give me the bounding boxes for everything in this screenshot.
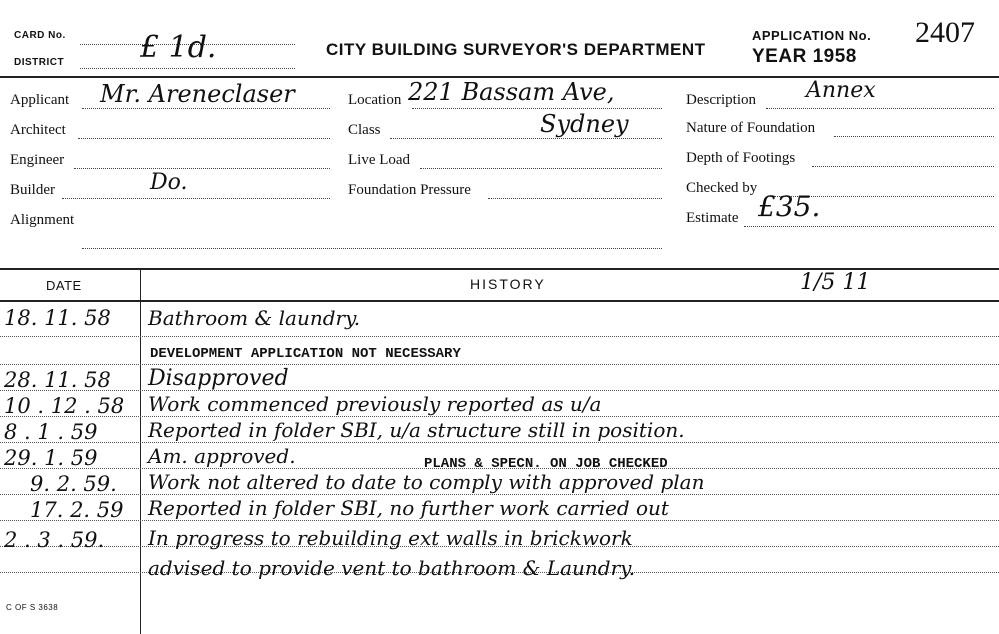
history-entry: Bathroom & laundry.	[148, 306, 361, 330]
estimate-label: Estimate	[686, 210, 739, 226]
application-no-label: APPLICATION No.	[752, 28, 872, 43]
builder-value: Do.	[150, 170, 188, 195]
engineer-line	[74, 168, 330, 169]
row-rule	[0, 336, 999, 337]
row-rule	[0, 442, 999, 443]
class-value: Sydney	[540, 110, 629, 138]
nature-of-foundation-label: Nature of Foundation	[686, 120, 816, 136]
architect-line	[78, 138, 330, 139]
history-entry: Reported in folder SBI, u/a structure still in position.	[148, 418, 685, 442]
history-entry: advised to provide vent to bathroom & Laundry.	[148, 556, 636, 580]
class-line	[390, 138, 662, 139]
location-line	[412, 108, 662, 109]
builder-line	[62, 198, 330, 199]
row-rule	[0, 364, 999, 365]
history-date: 9. 2. 59.	[30, 472, 117, 496]
history-entry: In progress to rebuilding ext walls in brickwork	[148, 526, 633, 550]
foundation-pressure-line	[488, 198, 662, 199]
architect-label: Architect	[10, 122, 66, 138]
description-value: Annex	[806, 78, 876, 103]
table-header-rule	[0, 300, 999, 302]
history-entry: Am. approved.	[148, 444, 296, 468]
form-code: C OF S 3638	[6, 603, 59, 612]
history-date: 17. 2. 59	[30, 498, 124, 522]
district-line	[80, 68, 295, 69]
history-entry-typed: PLANS & SPECN. ON JOB CHECKED	[424, 456, 668, 472]
applicant-label: Applicant	[10, 92, 70, 108]
history-date: 10 . 12 . 58	[4, 394, 125, 418]
depth-of-footings-label: Depth of Footings	[686, 150, 796, 166]
applicant-line	[82, 108, 330, 109]
history-note: 1/5 11	[800, 270, 871, 295]
alignment-line	[82, 248, 662, 249]
date-column-header: DATE	[46, 278, 82, 293]
description-label: Description	[686, 92, 756, 108]
department-title: CITY BUILDING SURVEYOR'S DEPARTMENT	[326, 40, 706, 59]
estimate-value: £35.	[758, 190, 821, 223]
history-date: 8 . 1 . 59	[4, 420, 98, 444]
location-label: Location	[348, 92, 402, 108]
district-label: DISTRICT	[14, 57, 65, 68]
live-load-line	[420, 168, 662, 169]
history-date: 18. 11. 58	[4, 306, 111, 330]
history-entry: Disapproved	[148, 366, 289, 391]
card-no-value: £ 1d.	[140, 30, 217, 65]
engineer-label: Engineer	[10, 152, 65, 168]
history-entry: Work not altered to date to comply with approved plan	[148, 470, 705, 494]
class-label: Class	[348, 122, 381, 138]
estimate-line	[744, 226, 994, 227]
nature-foundation-line	[834, 136, 994, 137]
year-label: YEAR 1958	[752, 46, 857, 67]
history-entry-typed: DEVELOPMENT APPLICATION NOT NECESSARY	[150, 346, 461, 362]
history-date: 28. 11. 58	[4, 368, 111, 392]
description-line	[766, 108, 994, 109]
builder-label: Builder	[10, 182, 55, 198]
history-column-header: HISTORY	[470, 276, 546, 292]
alignment-label: Alignment	[10, 212, 75, 228]
foundation-pressure-label: Foundation Pressure	[348, 182, 471, 198]
history-date: 2 . 3 . 59.	[4, 528, 105, 552]
history-entry: Work commenced previously reported as u/a	[148, 392, 602, 416]
card-no-label: CARD No.	[14, 30, 66, 41]
history-date: 29. 1. 59	[4, 446, 98, 470]
checked-by-label: Checked by	[686, 180, 758, 196]
row-rule	[0, 416, 999, 417]
history-entry: Reported in folder SBI, no further work carried out	[148, 496, 669, 520]
depth-footings-line	[812, 166, 994, 167]
application-number: 2407	[915, 16, 975, 49]
applicant-value: Mr. Areneclaser	[100, 80, 295, 108]
location-value: 221 Bassam Ave,	[408, 78, 615, 106]
live-load-label: Live Load	[348, 152, 411, 168]
